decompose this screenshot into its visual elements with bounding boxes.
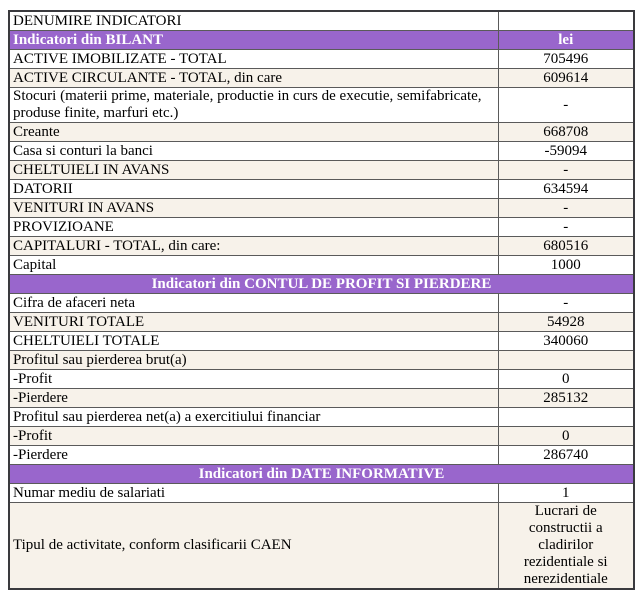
table-row <box>9 256 634 275</box>
indicator-value: Lucrari de constructii a cladirilor rezidentiale si nerezidentiale <box>498 503 634 590</box>
indicator-label: DENUMIRE INDICATORI <box>9 11 498 31</box>
indicator-label: -Pierdere <box>9 446 498 465</box>
unit-label: lei <box>498 31 634 50</box>
table-row <box>9 123 634 142</box>
indicator-label: -Profit <box>9 370 498 389</box>
indicator-value: 285132 <box>498 389 634 408</box>
indicators-table-body <box>9 11 634 589</box>
indicator-value: - <box>498 88 634 123</box>
section-title: Indicatori din BILANT <box>9 31 498 50</box>
table-row <box>9 218 634 237</box>
table-row <box>9 351 634 370</box>
indicator-label: ACTIVE CIRCULANTE - TOTAL, din care <box>9 69 498 88</box>
indicator-label: CHELTUIELI TOTALE <box>9 332 498 351</box>
indicator-label: Casa si conturi la banci <box>9 142 498 161</box>
indicator-value <box>498 11 634 31</box>
indicator-label: ACTIVE IMOBILIZATE - TOTAL <box>9 50 498 69</box>
table-row <box>9 332 634 351</box>
section-header-row <box>9 31 634 50</box>
indicator-label: Stocuri (materii prime, materiale, productie in curs de executie, semifabricate, produse finite, marfuri etc.) <box>9 88 498 123</box>
table-row <box>9 427 634 446</box>
indicator-value: 680516 <box>498 237 634 256</box>
indicator-label: CAPITALURI - TOTAL, din care: <box>9 237 498 256</box>
table-row <box>9 142 634 161</box>
table-row <box>9 88 634 123</box>
indicator-label: Numar mediu de salariati <box>9 484 498 503</box>
table-row <box>9 180 634 199</box>
indicator-value: - <box>498 218 634 237</box>
table-row <box>9 408 634 427</box>
indicator-value: 54928 <box>498 313 634 332</box>
indicator-label: Profitul sau pierderea brut(a) <box>9 351 498 370</box>
indicator-label: Capital <box>9 256 498 275</box>
section-title: Indicatori din DATE INFORMATIVE <box>9 465 634 484</box>
table-row <box>9 389 634 408</box>
table-row <box>9 237 634 256</box>
indicator-label: PROVIZIOANE <box>9 218 498 237</box>
indicator-value: 705496 <box>498 50 634 69</box>
indicator-value: 609614 <box>498 69 634 88</box>
table-row <box>9 503 634 590</box>
indicator-label: -Pierdere <box>9 389 498 408</box>
indicator-label: -Profit <box>9 427 498 446</box>
indicator-value: 1000 <box>498 256 634 275</box>
table-row <box>9 313 634 332</box>
table-row <box>9 161 634 180</box>
section-header-row <box>9 465 634 484</box>
indicator-value: 286740 <box>498 446 634 465</box>
table-row <box>9 370 634 389</box>
indicator-label: Cifra de afaceri neta <box>9 294 498 313</box>
indicator-label: VENITURI TOTALE <box>9 313 498 332</box>
indicator-label: Creante <box>9 123 498 142</box>
table-row <box>9 294 634 313</box>
indicator-value: - <box>498 199 634 218</box>
indicator-label: VENITURI IN AVANS <box>9 199 498 218</box>
table-row <box>9 446 634 465</box>
indicator-value: 0 <box>498 427 634 446</box>
indicator-label: CHELTUIELI IN AVANS <box>9 161 498 180</box>
indicator-value: 1 <box>498 484 634 503</box>
indicator-label: Profitul sau pierderea net(a) a exercitiului financiar <box>9 408 498 427</box>
table-row <box>9 199 634 218</box>
indicator-value: - <box>498 161 634 180</box>
section-header-row <box>9 275 634 294</box>
indicators-table <box>8 10 635 590</box>
indicator-value: 668708 <box>498 123 634 142</box>
table-row <box>9 11 634 31</box>
indicator-value <box>498 351 634 370</box>
table-row <box>9 69 634 88</box>
indicator-value: - <box>498 294 634 313</box>
indicator-label: Tipul de activitate, conform clasificarii CAEN <box>9 503 498 590</box>
indicator-value <box>498 408 634 427</box>
indicator-value: 0 <box>498 370 634 389</box>
indicator-value: -59094 <box>498 142 634 161</box>
indicator-value: 634594 <box>498 180 634 199</box>
table-row <box>9 484 634 503</box>
section-title: Indicatori din CONTUL DE PROFIT SI PIERDERE <box>9 275 634 294</box>
indicator-label: DATORII <box>9 180 498 199</box>
indicator-value: 340060 <box>498 332 634 351</box>
table-row <box>9 50 634 69</box>
